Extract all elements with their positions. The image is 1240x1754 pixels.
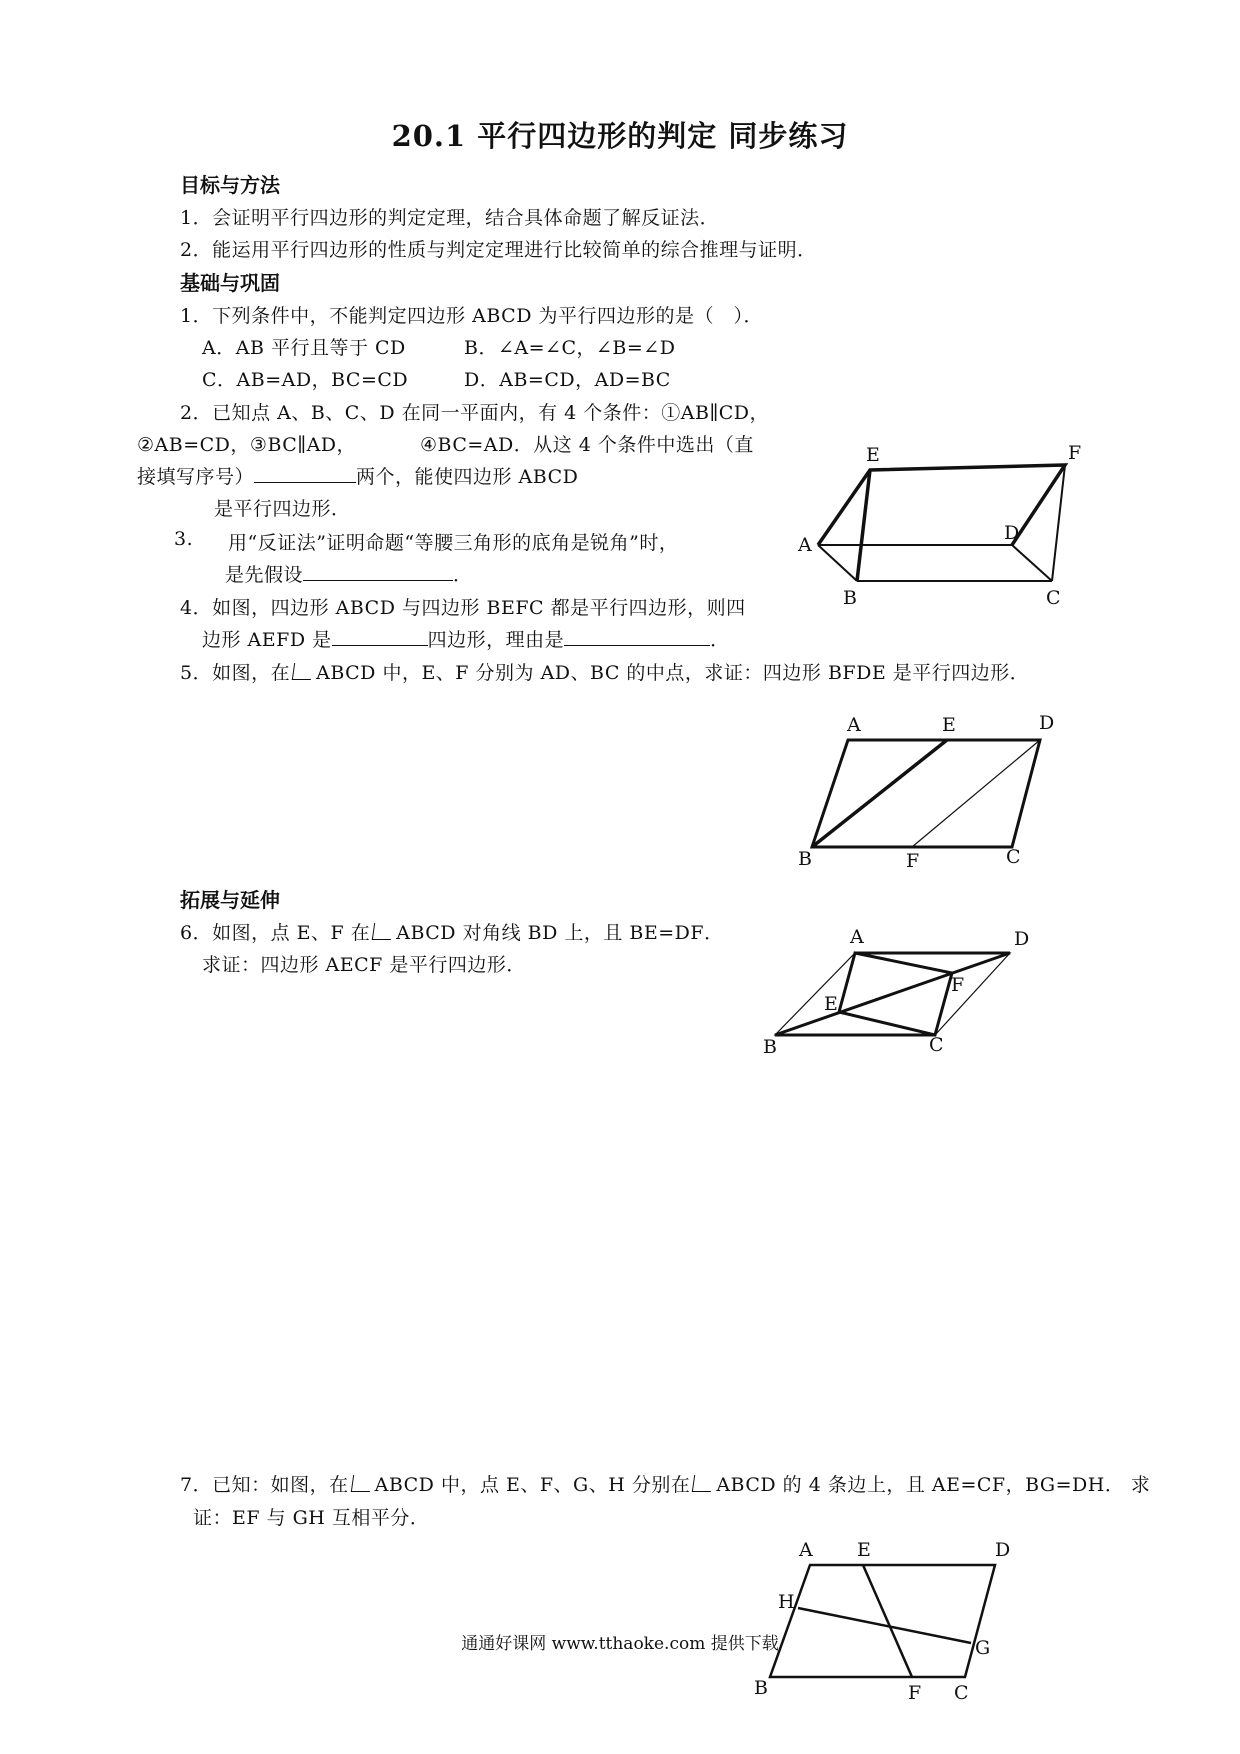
figure-1-label-e: E xyxy=(866,444,880,466)
question-7-post: ABCD 的 4 条边上，且 AE=CF，BG=DH． 求 xyxy=(716,1474,1151,1496)
question-5-pre: 5．如图，在 xyxy=(180,662,291,684)
parallelogram-symbol-icon xyxy=(350,1475,371,1492)
figure-1-edge-dc xyxy=(1012,545,1052,581)
question-2-line-1: 2．已知点 A、B、C、D 在同一平面内，有 4 个条件：①AB∥CD， xyxy=(180,402,770,424)
question-1-option-a: A．AB 平行且等于 CD xyxy=(202,337,406,359)
question-3-line-2a: 是先假设 xyxy=(225,564,304,586)
question-1-option-b: B．∠A=∠C，∠B=∠D xyxy=(464,337,676,359)
question-2-line-2b: ④BC=AD．从这 4 个条件中选出（直 xyxy=(420,434,754,456)
parallelogram-symbol-icon xyxy=(692,1475,713,1492)
question-4-line-2b: 四边形，理由是 xyxy=(427,629,565,651)
figure-3-diagram xyxy=(760,925,1040,1060)
figure-4-diagram xyxy=(745,1540,1025,1710)
question-5-post: ABCD 中，E、F 分别为 AD、BC 的中点，求证：四边形 BFDE 是平行四边形． xyxy=(316,662,1030,684)
question-3-line-2 xyxy=(225,560,473,587)
figure-3-label-e: E xyxy=(824,993,838,1015)
figure-4-segment-ef xyxy=(863,1565,912,1677)
parallelogram-symbol-icon xyxy=(372,923,393,940)
question-2-line-3b: 两个，能使四边形 ABCD xyxy=(356,466,579,488)
question-3-number: 3. xyxy=(174,528,194,550)
question-7-stem xyxy=(180,1470,1150,1497)
figure-4-label-d: D xyxy=(995,1540,1011,1561)
figure-4-label-f: F xyxy=(908,1682,922,1704)
figure-2-diagram xyxy=(795,715,1065,870)
figure-3-label-c: C xyxy=(929,1034,944,1056)
figure-4-label-h: H xyxy=(778,1591,795,1613)
section-heading-goals: 目标与方法 xyxy=(180,173,280,197)
figure-4-label-c: C xyxy=(954,1682,969,1704)
figure-1-label-c: C xyxy=(1046,587,1061,609)
question-1-option-d: D．AB=CD，AD=BC xyxy=(464,369,671,391)
question-2-line-3a: 接填写序号） xyxy=(137,466,255,488)
question-7-line-2: 证：EF 与 GH 互相平分． xyxy=(193,1507,430,1529)
answer-blank[interactable] xyxy=(332,627,428,646)
figure-3-label-b: B xyxy=(763,1036,777,1058)
page-title: 20.1 平行四边形的判定 同步练习 xyxy=(391,119,849,153)
figure-4-label-g: G xyxy=(975,1637,991,1659)
figure-2-label-e: E xyxy=(942,715,956,736)
figure-2-label-c: C xyxy=(1006,846,1021,868)
figure-2-label-d: D xyxy=(1039,715,1055,734)
question-4-line-2c: ． xyxy=(710,629,730,651)
question-4-line-1: 4．如图，四边形 ABCD 与四边形 BEFC 都是平行四边形，则四 xyxy=(180,597,746,619)
figure-1-label-f: F xyxy=(1068,442,1082,464)
question-7-pre: 7．已知：如图，在 xyxy=(180,1474,349,1496)
answer-blank[interactable] xyxy=(303,562,453,581)
question-3-line-2b: ． xyxy=(453,564,473,586)
question-6-pre: 6．如图，点 E、F 在 xyxy=(180,922,371,944)
question-4-line-2a: 边形 AEFD 是 xyxy=(202,629,332,651)
figure-2-label-f: F xyxy=(906,850,920,870)
figure-3-label-d: D xyxy=(1014,928,1030,950)
figure-3-label-a: A xyxy=(850,926,864,948)
question-1-stem: 1．下列条件中，不能判定四边形 ABCD 为平行四边形的是（ ）． xyxy=(180,305,763,327)
goal-item-2: 2．能运用平行四边形的性质与判定定理进行比较简单的综合推理与证明． xyxy=(180,239,817,261)
figure-2-segment-df xyxy=(912,740,1040,847)
figure-1-label-b: B xyxy=(843,587,857,609)
answer-blank[interactable] xyxy=(254,464,356,483)
figure-4-label-e: E xyxy=(857,1540,871,1561)
figure-4-parallelogram xyxy=(770,1565,995,1677)
page-footer: 通通好课网 www.tthaoke.com 提供下载 xyxy=(461,1634,779,1654)
figure-1-label-d: D xyxy=(1004,522,1020,544)
question-3-line-1: 用“反证法”证明命题“等腰三角形的底角是锐角”时， xyxy=(228,532,679,554)
question-2-line-4: 是平行四边形． xyxy=(214,498,351,520)
question-6-post: ABCD 对角线 BD 上，且 BE=DF． xyxy=(396,922,724,944)
figure-2-label-a: A xyxy=(847,715,861,736)
parallelogram-symbol-icon xyxy=(292,663,313,680)
question-4-line-2 xyxy=(202,625,730,652)
figure-3-diagonal-bd xyxy=(775,953,1010,1035)
question-6-stem xyxy=(180,918,724,945)
figure-1-label-a: A xyxy=(798,534,812,556)
question-6-line-2: 求证：四边形 AECF 是平行四边形． xyxy=(202,954,526,976)
section-heading-extension: 拓展与延伸 xyxy=(180,888,280,912)
figure-2-label-b: B xyxy=(798,848,812,870)
section-heading-basics: 基础与巩固 xyxy=(180,271,280,295)
figure-3-label-f: F xyxy=(951,974,965,996)
question-2-line-2a: ②AB=CD，③BC∥AD， xyxy=(137,434,357,456)
question-1-option-c: C．AB=AD，BC=CD xyxy=(202,369,409,391)
goal-item-1: 1．会证明平行四边形的判定定理，结合具体命题了解反证法． xyxy=(180,207,720,229)
figure-1-edge-ab xyxy=(818,545,857,581)
figure-4-label-a: A xyxy=(799,1540,813,1561)
question-5-stem xyxy=(180,658,1029,685)
figure-1-quad-aefd xyxy=(818,465,1065,545)
question-7-mid: ABCD 中，点 E、F、G、H 分别在 xyxy=(374,1474,691,1496)
figure-4-label-b: B xyxy=(754,1677,768,1699)
figure-1-diagram xyxy=(790,435,1090,615)
question-2-line-3 xyxy=(137,462,578,489)
answer-blank[interactable] xyxy=(564,627,710,646)
figure-2-segment-be xyxy=(812,740,947,847)
